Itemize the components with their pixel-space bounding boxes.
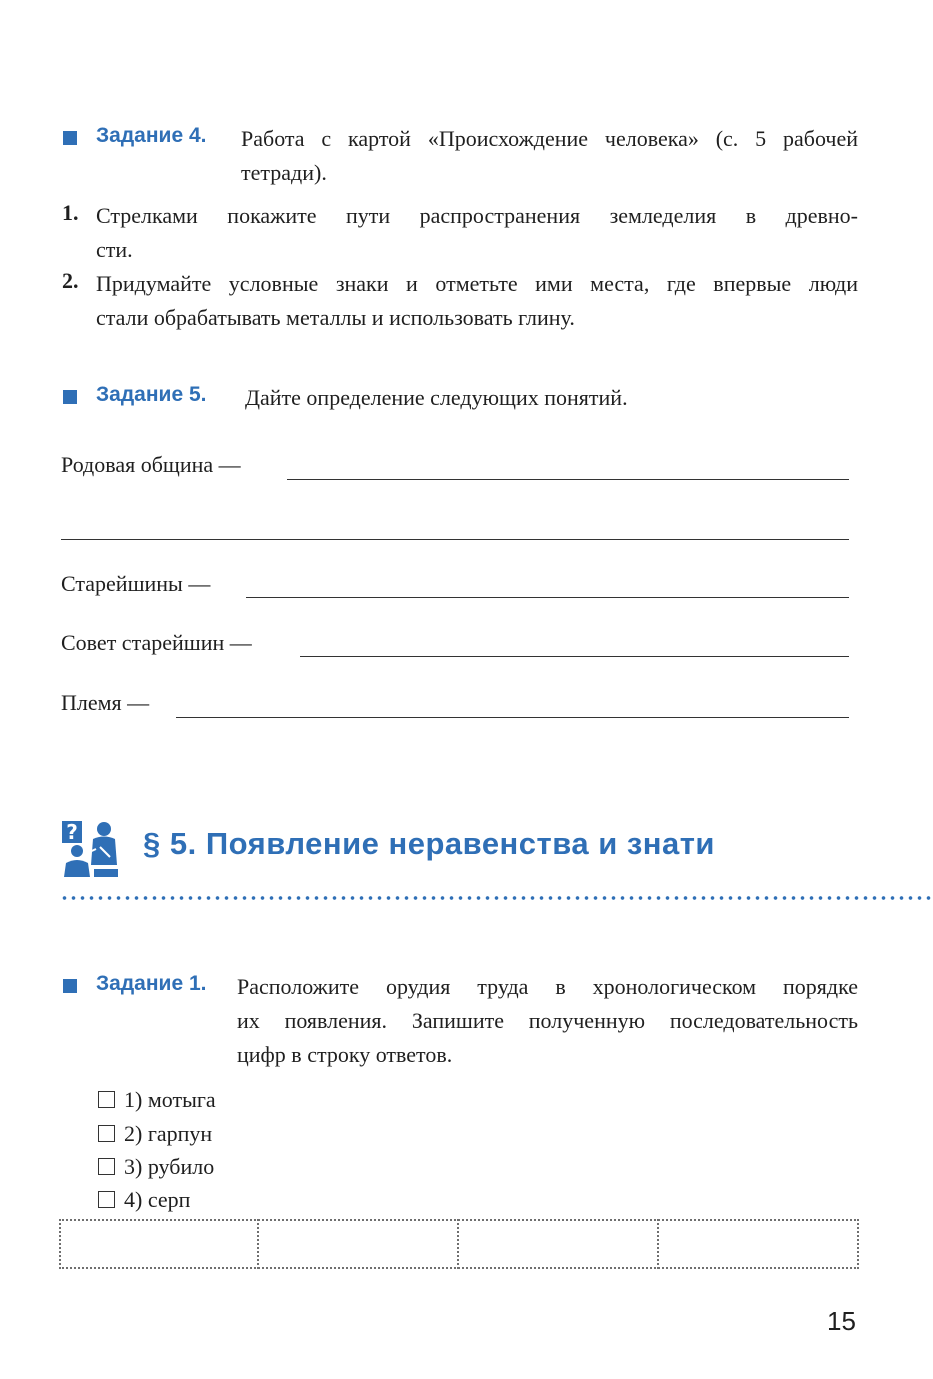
task4-item1-line2: сти. <box>96 237 133 262</box>
task4-text-line2: тетради). <box>241 160 327 185</box>
answer-line-rodovaya-obshchina-2[interactable] <box>61 539 849 540</box>
term-plemya: Племя — <box>61 690 150 715</box>
answer-cell-4[interactable] <box>662 1222 855 1266</box>
task4-item2-line2: стали обрабатывать металлы и использовать глину. <box>96 305 575 330</box>
task4-item1-line1: Стрелками покажите пути распространения земледелия в древно- <box>96 203 858 228</box>
answer-box-divider-3 <box>657 1219 659 1269</box>
checkbox-4[interactable] <box>98 1191 115 1208</box>
option-3-label: 3) рубило <box>124 1154 215 1179</box>
option-1-label: 1) мотыга <box>124 1087 216 1112</box>
task5-marker-icon <box>63 390 77 404</box>
answer-box-divider-1 <box>257 1219 259 1269</box>
task1-text-line3: цифр в строку ответов. <box>237 1042 453 1067</box>
task4-label: Задание 4. <box>96 124 207 147</box>
task4-item2-line1: Придумайте условные знаки и отметьте ими места, где впервые люди <box>96 271 858 296</box>
task5-label: Задание 5. <box>96 383 207 406</box>
task5-text: Дайте определение следующих понятий. <box>245 385 628 410</box>
term-stareyshiny: Старейшины — <box>61 571 211 596</box>
option-1[interactable] <box>98 1087 216 1113</box>
checkbox-1[interactable] <box>98 1091 115 1108</box>
checkbox-3[interactable] <box>98 1158 115 1175</box>
task1-label: Задание 1. <box>96 972 207 995</box>
answer-cell-3[interactable] <box>462 1222 655 1266</box>
section-divider <box>60 896 933 900</box>
task1-text-line1: Расположите орудия труда в хронологическом порядке <box>237 974 858 999</box>
answer-line-rodovaya-obshchina[interactable] <box>287 479 849 480</box>
answer-line-sovet-stareyshin[interactable] <box>300 656 849 657</box>
task4-text-line1: Работа с картой «Происхождение человека» (с. 5 рабочей <box>241 126 858 151</box>
checkbox-2[interactable] <box>98 1125 115 1142</box>
answer-cell-2[interactable] <box>262 1222 455 1266</box>
term-rodovaya-obshchina: Родовая община — <box>61 452 241 477</box>
task4-item1-number: 1. <box>62 200 79 225</box>
people-illustration-icon <box>60 817 122 879</box>
option-2[interactable] <box>98 1121 212 1147</box>
answer-cell-1[interactable] <box>62 1222 255 1266</box>
task1-text-line2: их появления. Запишите полученную последовательность <box>237 1008 858 1033</box>
answer-line-plemya[interactable] <box>176 717 849 718</box>
option-3[interactable] <box>98 1154 214 1180</box>
task4-marker-icon <box>63 131 77 145</box>
answer-box-divider-2 <box>457 1219 459 1269</box>
task4-item2-number: 2. <box>62 268 79 293</box>
option-2-label: 2) гарпун <box>124 1121 213 1146</box>
option-4[interactable] <box>98 1187 190 1213</box>
answer-line-stareyshiny[interactable] <box>246 597 849 598</box>
section-title: § 5. Появление неравенства и знати <box>143 826 715 861</box>
page-number: 15 <box>827 1306 856 1336</box>
term-sovet-stareyshin: Совет старейшин — <box>61 630 252 655</box>
option-4-label: 4) серп <box>124 1187 191 1212</box>
task1-marker-icon <box>63 979 77 993</box>
svg-text:?: ? <box>66 820 78 844</box>
